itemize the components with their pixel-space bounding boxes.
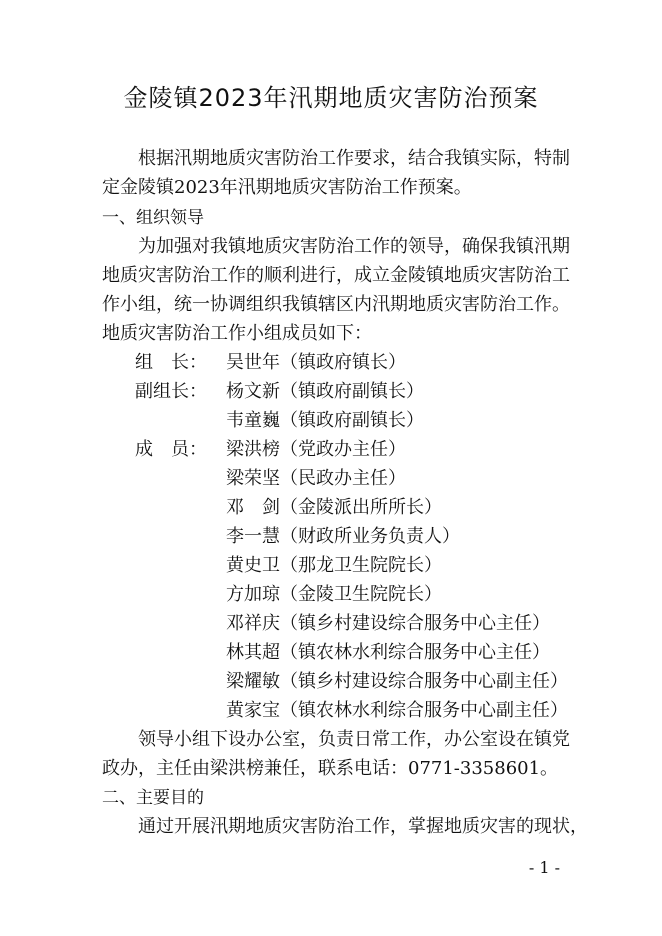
page-number: - 1 -	[528, 858, 560, 877]
member-entry: 梁荣坚（民政办主任）	[226, 468, 406, 489]
role-label-deputy: 副组长：	[135, 381, 207, 402]
paragraph-line: 领导小组下设办公室，负责日常工作，办公室设在镇党	[102, 729, 570, 750]
member-entry: 李一慧（财政所业务负责人）	[226, 526, 460, 547]
member-entry: 吴世年（镇政府镇长）	[226, 352, 406, 373]
member-entry: 黄史卫（那龙卫生院院长）	[226, 555, 442, 576]
paragraph-line: 作小组，统一协调组织我镇辖区内汛期地质灾害防治工作。	[102, 294, 570, 315]
role-label-member: 成 员：	[135, 439, 207, 460]
paragraph-line: 地质灾害防治工作的顺利进行，成立金陵镇地质灾害防治工	[102, 265, 570, 286]
member-entry: 韦童巍（镇政府副镇长）	[226, 410, 424, 431]
member-entry: 邓 剑（金陵派出所所长）	[226, 497, 442, 518]
paragraph-line: 为加强对我镇地质灾害防治工作的领导，确保我镇汛期	[102, 236, 570, 257]
member-entry: 黄家宝（镇农林水利综合服务中心副主任）	[226, 700, 568, 721]
section-heading: 二、主要目的	[102, 788, 204, 808]
role-label-leader: 组 长：	[135, 352, 207, 373]
member-entry: 梁耀敏（镇乡村建设综合服务中心副主任）	[226, 671, 568, 692]
intro-line: 根据汛期地质灾害防治工作要求，结合我镇实际，特制	[102, 148, 570, 169]
member-entry: 方加琼（金陵卫生院院长）	[226, 584, 442, 605]
section-heading: 一、组织领导	[102, 208, 204, 228]
member-entry: 杨文新（镇政府副镇长）	[226, 381, 424, 402]
paragraph-line: 地质灾害防治工作小组成员如下：	[102, 323, 372, 344]
member-entry: 林其超（镇农林水利综合服务中心主任）	[226, 642, 550, 663]
paragraph-line: 政办，主任由梁洪榜兼任，联系电话：0771-3358601。	[102, 758, 559, 779]
member-entry: 邓祥庆（镇乡村建设综合服务中心主任）	[226, 613, 550, 634]
paragraph-line: 通过开展汛期地质灾害防治工作，掌握地质灾害的现状，	[102, 816, 588, 837]
member-entry: 梁洪榜（党政办主任）	[226, 439, 406, 460]
intro-line: 定金陵镇2023年汛期地质灾害防治工作预案。	[102, 177, 472, 198]
document-title: 金陵镇2023年汛期地质灾害防治预案	[123, 84, 539, 112]
